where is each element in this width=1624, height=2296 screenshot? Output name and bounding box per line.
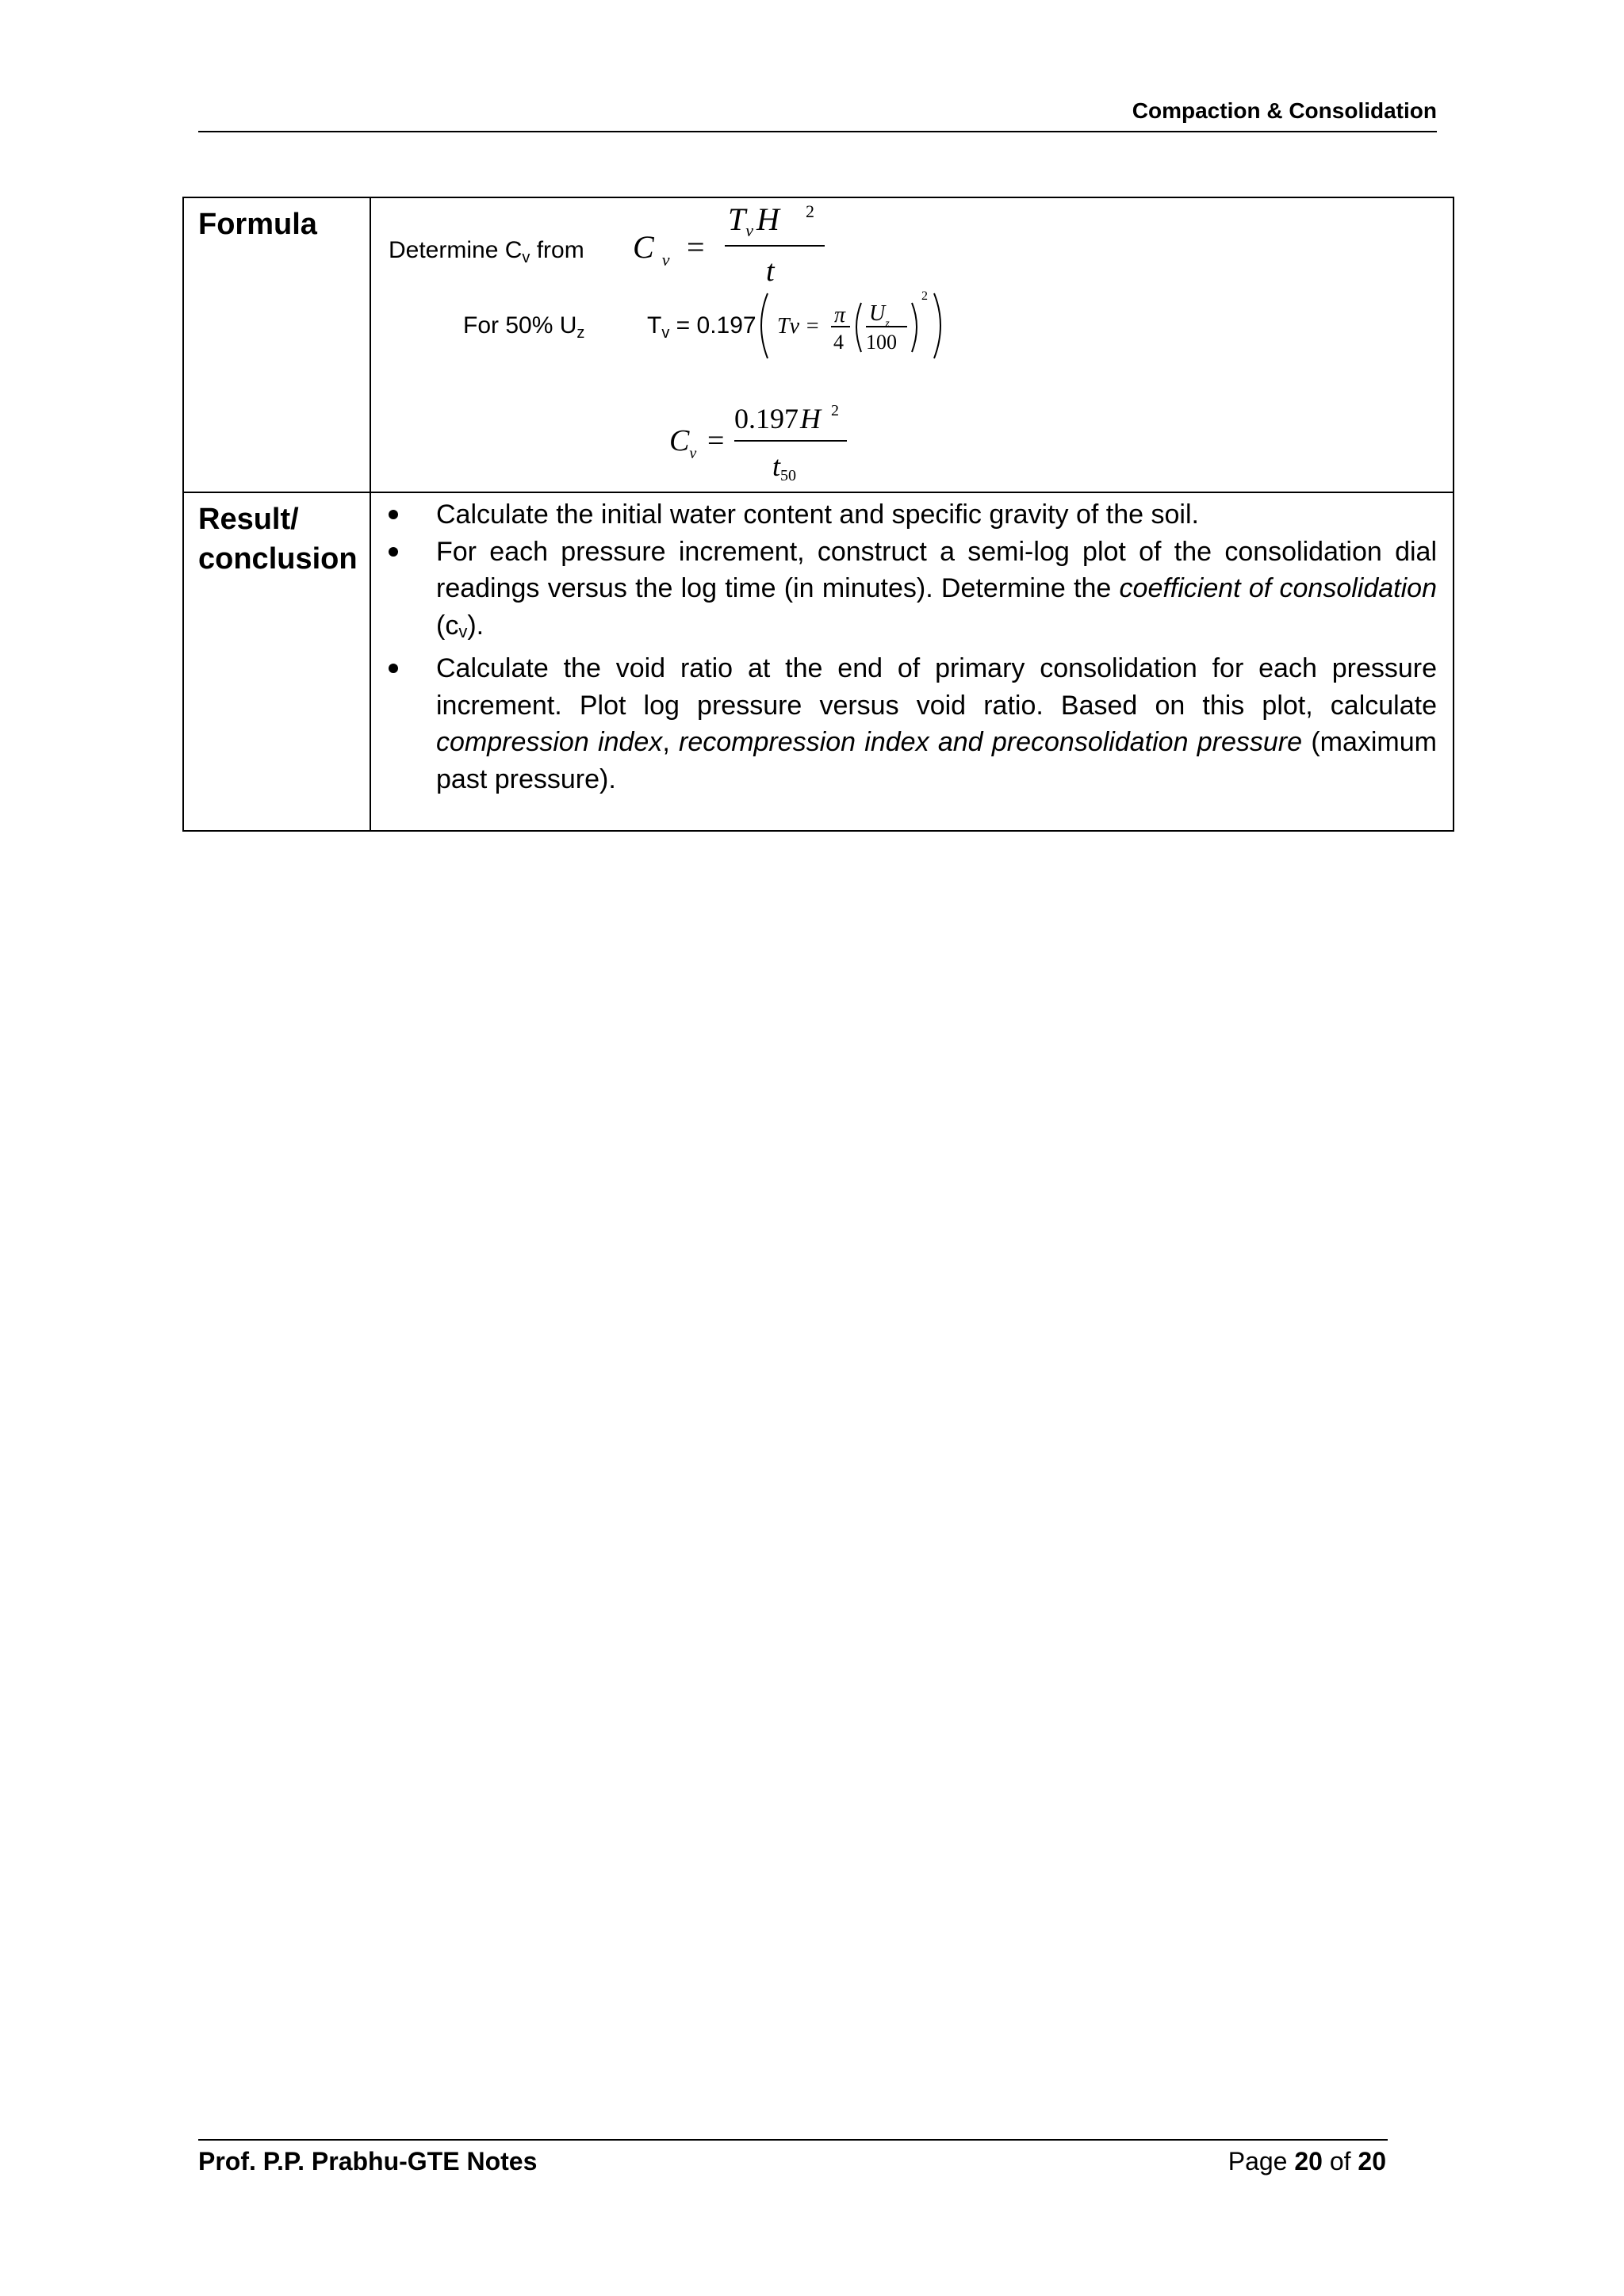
cv-denominator: t	[766, 254, 775, 288]
list-item: Calculate the initial water content and specific gravity of the soil.	[371, 496, 1437, 534]
paren-open-outer	[761, 293, 768, 358]
tv-exponent: 2	[921, 289, 928, 303]
result-label-cell	[183, 492, 370, 831]
cv2-numerator: 0.197H	[734, 403, 821, 434]
four: 4	[833, 331, 844, 354]
paren-close-outer	[934, 293, 940, 358]
cv2-exponent: 2	[831, 402, 839, 419]
list-item: Calculate the void ratio at the end of primary consolidation for each pressure increment. Plot log pressure versus void ratio. Based on this plot, calculate compression index, recompression index and preconsolidation pressure (maximum past pressure).	[371, 650, 1437, 798]
formula-row	[183, 197, 1454, 492]
bullet-dot	[389, 510, 398, 519]
header-rule	[198, 131, 1437, 132]
footer-author: Prof. P.P. Prabhu-GTE Notes	[198, 2147, 538, 2175]
cv2-denominator: t50	[772, 450, 797, 484]
formula-cell	[370, 197, 1454, 492]
result-bullet-list	[371, 493, 1453, 798]
cv-numerator: $T_v$ H	[728, 201, 779, 240]
result-label-line1: Result/	[198, 503, 299, 536]
formula-label: Formula	[198, 208, 317, 241]
formula-label-cell	[183, 197, 370, 492]
paren-close-inner	[912, 303, 917, 352]
equals-2: =	[707, 424, 725, 457]
equals-1: =	[687, 229, 705, 265]
list-item: For each pressure increment, construct a semi-log plot of the consolidation dial readings versus the log time (in minutes). Determine the coefficient of consolidation (cv).	[371, 534, 1437, 651]
uz-symbol: $U_z$	[869, 301, 890, 330]
bullet-dot	[389, 547, 398, 557]
result-label-line2: conclusion	[198, 542, 358, 576]
footer-rule	[198, 2139, 1388, 2141]
result-label	[184, 493, 370, 579]
result-row	[183, 492, 1454, 831]
bullet-dot	[389, 664, 398, 673]
hundred: 100	[866, 331, 897, 354]
cv-exponent: 2	[806, 201, 814, 221]
footer-page-number: Page 20 of 20	[1228, 2147, 1386, 2175]
procedure-table	[182, 197, 1454, 832]
tv-value: $T_v = 0.197$	[647, 312, 756, 342]
cv-symbol: C $_v$	[633, 229, 670, 270]
determine-text: Determine $C_v$ from	[389, 237, 584, 266]
paren-open-inner	[856, 303, 861, 352]
tv-eq: Tv =	[777, 314, 820, 339]
formula-equations	[371, 198, 1454, 492]
cv2-symbol: $C_v$	[669, 424, 697, 462]
pi-symbol: π	[834, 303, 846, 327]
for50-text: For 50% $U_z$	[463, 312, 585, 342]
header-title: Compaction & Consolidation	[1132, 98, 1437, 123]
result-cell	[370, 492, 1454, 831]
